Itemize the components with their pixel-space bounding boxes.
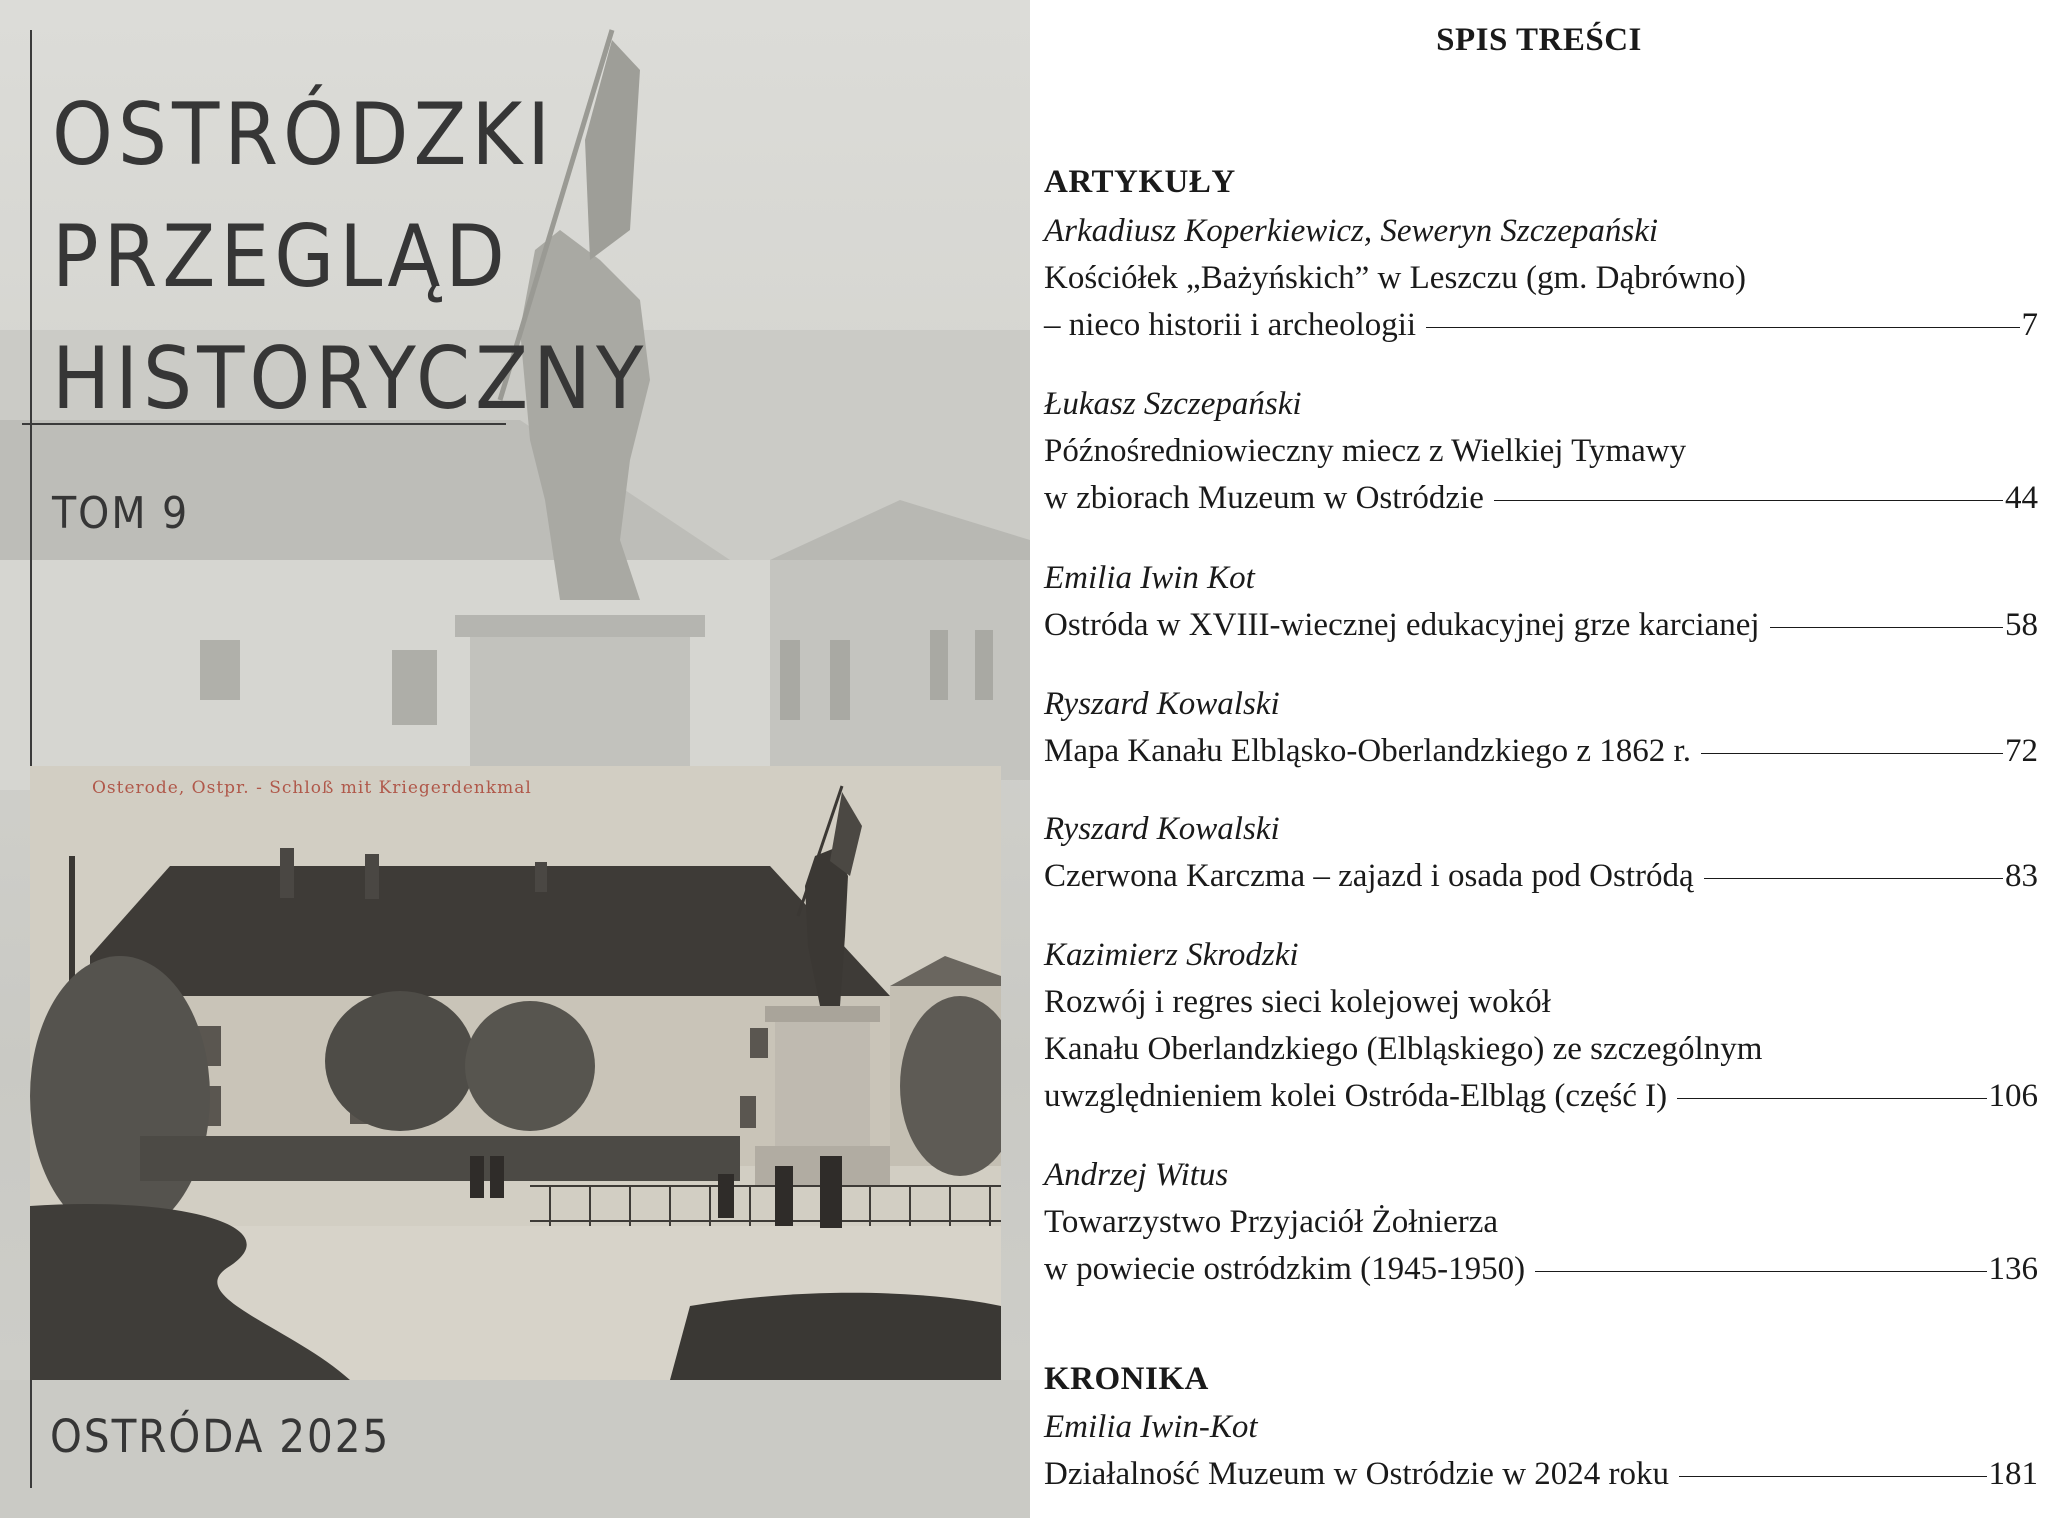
toc-entry[interactable] [1044, 932, 2038, 1120]
entry-author: Emilia Iwin-Kot [1044, 1409, 1258, 1445]
entry-page-number: 83 [2005, 858, 2038, 894]
entry-title-line: – nieco historii i archeologii [1044, 307, 1417, 343]
entry-title-line: Kościółek „Bażyńskich” w Leszczu (gm. Dąbrówno) [1044, 260, 1746, 296]
toc-entry[interactable] [1044, 806, 2038, 900]
entry-author: Ryszard Kowalski [1044, 686, 1280, 722]
entry-title-line: Działalność Muzeum w Ostródzie w 2024 roku [1044, 1456, 1670, 1492]
toc-title: SPIS TREŚCI [1436, 22, 1642, 58]
dot-leader [1426, 327, 2019, 328]
entry-author: Ryszard Kowalski [1044, 811, 1280, 847]
cover-title-line: OSTRÓDZKI [52, 85, 556, 185]
entry-title-line: Rozwój i regres sieci kolejowej wokół [1044, 984, 1551, 1020]
entry-page-number: 181 [1988, 1456, 2038, 1492]
entry-title-line: w zbiorach Muzeum w Ostródzie [1044, 480, 1484, 516]
dot-leader [1704, 878, 2003, 879]
entry-author: Kazimierz Skrodzki [1044, 937, 1299, 973]
cover-postcard-photo [30, 766, 1001, 1380]
dot-leader [1677, 1098, 1986, 1099]
toc-entry[interactable] [1044, 1404, 2038, 1498]
dot-leader [1770, 627, 2003, 628]
toc-entry[interactable] [1044, 681, 2038, 775]
entry-title-line: Kanału Oberlandzkiego (Elbląskiego) ze szczególnym [1044, 1031, 1763, 1067]
entry-title-line: Mapa Kanału Elbląsko-Oberlandzkiego z 1862 r. [1044, 733, 1691, 769]
entry-page-number: 7 [2021, 307, 2038, 343]
toc-entry[interactable] [1044, 555, 2038, 649]
entry-author: Andrzej Witus [1044, 1157, 1229, 1193]
entry-title-line: Późnośredniowieczny miecz z Wielkiej Tymawy [1044, 433, 1687, 469]
entry-page-number: 72 [2005, 733, 2038, 769]
dot-leader [1535, 1271, 1986, 1272]
dot-leader [1679, 1476, 1986, 1477]
entry-page-number: 58 [2005, 607, 2038, 643]
table-of-contents [1030, 0, 2048, 1518]
entry-page-number: 44 [2005, 480, 2038, 516]
entry-author: Emilia Iwin Kot [1044, 560, 1255, 596]
cover-title-line: PRZEGLĄD [52, 207, 510, 307]
entry-title-line: w powiecie ostródzkim (1945-1950) [1044, 1251, 1526, 1287]
cover-place-year: OSTRÓDA 2025 [50, 1410, 391, 1463]
postcard-caption: Osterode, Ostpr. - Schloß mit Kriegerdenkmal [92, 778, 532, 798]
entry-author: Arkadiusz Koperkiewicz, Seweryn Szczepański [1044, 213, 1659, 249]
section-heading-articles: ARTYKUŁY [1044, 164, 1236, 200]
cover-title [52, 74, 648, 440]
toc-entry[interactable] [1044, 1152, 2038, 1293]
entry-title-line: Czerwona Karczma – zajazd i osada pod Ostródą [1044, 858, 1694, 894]
entry-author: Łukasz Szczepański [1044, 386, 1302, 422]
entry-title-line: Towarzystwo Przyjaciół Żołnierza [1044, 1204, 1499, 1240]
entry-title-line: uwzględnieniem kolei Ostróda-Elbląg (część I) [1044, 1078, 1668, 1114]
toc-entry[interactable] [1044, 381, 2038, 522]
cover-title-line: HISTORYCZNY [52, 329, 649, 429]
dot-leader [1494, 500, 2003, 501]
entry-page-number: 106 [1988, 1078, 2038, 1114]
entry-page-number: 136 [1988, 1251, 2038, 1287]
entry-title-line: Ostróda w XVIII-wiecznej edukacyjnej grze karcianej [1044, 607, 1760, 643]
section-heading-chronicle: KRONIKA [1044, 1361, 1209, 1397]
toc-entry[interactable] [1044, 208, 2038, 349]
cover-volume: TOM 9 [52, 488, 190, 539]
postcard-illustration [30, 766, 1001, 1380]
dot-leader [1701, 753, 2003, 754]
